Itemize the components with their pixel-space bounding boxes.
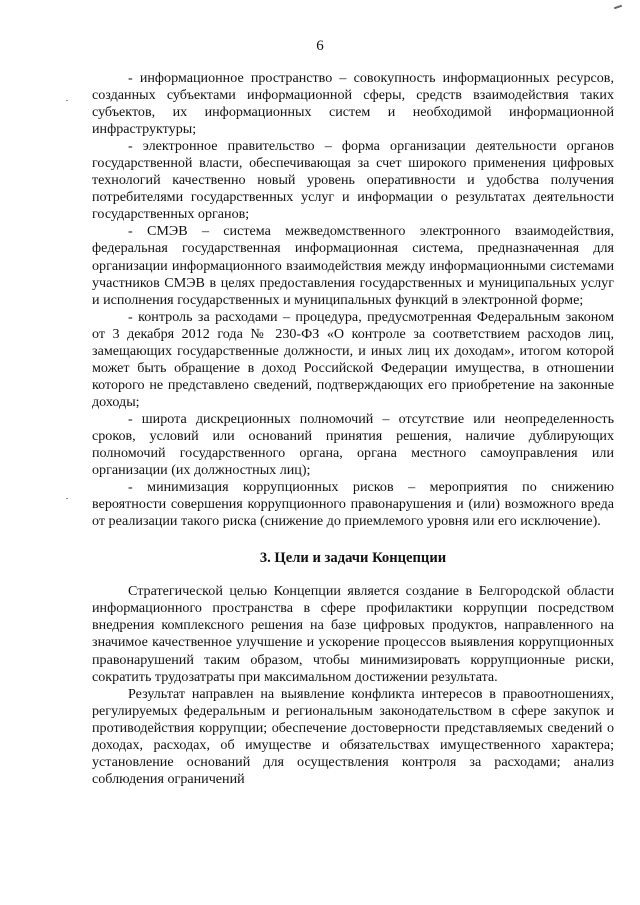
section-paragraph: Стратегической целью Концепции является создание в Белгородской области информационного пространства в сфере профилактики коррупции посредством внедрения комплексного решения на базе цифровых продуктов, направленного на значимое качественное улучшение и ускорение процессов выявления коррупционных правонарушений таким образом, чтобы минимизировать коррупционные риски, сократить трудозатраты при максимальном достижении результата. [92, 583, 614, 685]
definition-item: - минимизация коррупционных рисков – мероприятия по снижению вероятности совершения коррупционного правонарушения и (или) возможного вреда от реализации такого риска (снижение до приемлемого уровня или его исключение). [92, 479, 614, 530]
definition-item: - контроль за расходами – процедура, предусмотренная Федеральным законом от 3 декабря 2012 года № 230-ФЗ «О контроле за соответствием расходов лиц, замещающих государственные должности, и иных лиц их доходам», итогом которой может быть обращение в доход Российской Федерации имущества, в отношении которого не представлено сведений, подтверждающих его приобретение на законные доходы; [92, 308, 614, 410]
definition-item: - СМЭВ – система межведомственного электронного взаимодействия, федеральная государственная информационная система, предназначенная для организации информационного взаимодействия между информационными системами участников СМЭВ в целях предоставления государственных и муниципальных услуг и исполнения государственных и муниципальных функций в электронной форме; [92, 223, 614, 308]
section-paragraph: Результат направлен на выявление конфликта интересов в правоотношениях, регулируемых федеральным и региональным законодательством в сфере закупок и противодействия коррупции; обеспечение достоверности представляемых сведений о доходах, расходах, об имуществе и обязательствах имущественного характера; установление оснований для осуществления контроля за расходами; анализ соблюдения ограничений [92, 685, 614, 787]
definition-item: - широта дискреционных полномочий – отсутствие или неопределенность сроков, условий или оснований принятия решения, наличие дублирующих полномочий государственного органа, органа местного самоуправления или организации (их должностных лиц); [92, 410, 614, 479]
section-heading: 3. Цели и задачи Концепции [259, 550, 447, 567]
scan-artifact [66, 100, 68, 101]
definition-item: - информационное пространство – совокупность информационных ресурсов, созданных субъектами информационной сферы, средств взаимодействия таких субъектов, их информационных систем и необходимой информационной инфраструктуры; [92, 70, 614, 138]
page-number: 6 [316, 38, 324, 54]
document-body [92, 70, 614, 788]
scan-artifact [614, 5, 622, 10]
definition-item: - электронное правительство – форма организации деятельности органов государственной власти, обеспечивающая за счет широкого применения цифровых технологий качественно новый уровень оперативности и удобства получения потребителями государственных услуг и информации о результатах деятельности государственных органов; [92, 138, 614, 223]
scan-artifact [66, 498, 68, 499]
